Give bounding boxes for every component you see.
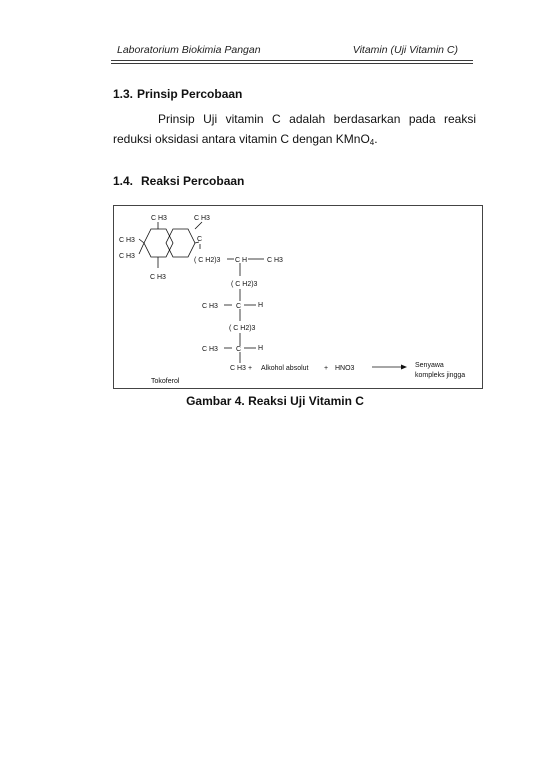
header-right-text: Vitamin (Uji Vitamin C) — [352, 44, 458, 56]
label-ch3: C H3 — [151, 215, 167, 222]
label-ch2-chain: ( C H2)3 — [194, 257, 221, 264]
reaction-arrow-head — [401, 365, 407, 370]
label-ch2-chain: ( C H2)3 — [229, 325, 256, 332]
label-reagent: HNO3 — [335, 365, 355, 372]
label-ch3: C H3 — [194, 215, 210, 222]
paragraph-text: reduksi oksidasi antara vitamin C dengan KMnO — [113, 132, 370, 146]
section-heading-1-3 — [113, 87, 242, 101]
label-ch: C H — [235, 257, 248, 264]
benzene-ring — [144, 229, 173, 257]
reaction-figure — [113, 205, 483, 389]
reaction-diagram — [114, 206, 482, 388]
label-compound-name: Tokoferol — [151, 378, 180, 385]
section-number: 1.4. — [113, 174, 134, 188]
header-left-text: Laboratorium Biokimia Pangan — [117, 44, 261, 56]
section-title: Reaksi Percobaan — [141, 174, 245, 188]
header-rule-thin — [111, 63, 473, 64]
label-ch3: C H3 — [150, 274, 166, 281]
subscript: 4 — [369, 138, 375, 147]
label-c: C — [197, 236, 203, 243]
section-heading-1-4 — [113, 174, 244, 188]
header-rule — [111, 60, 473, 61]
label-ch3: C H3 — [202, 303, 218, 310]
label-ch3: C H3 — [267, 257, 283, 264]
label-h: H — [258, 302, 264, 309]
label-reagent: Alkohol absolut — [261, 365, 309, 372]
label-c: C — [236, 303, 242, 310]
label-ch3: C H3 — [202, 346, 218, 353]
molecule-bonds — [139, 222, 404, 367]
label-plus: + — [248, 365, 253, 372]
label-ch2-chain: ( C H2)3 — [231, 281, 258, 288]
label-c: C — [236, 346, 242, 353]
section-title: Prinsip Percobaan — [137, 87, 243, 101]
section-number: 1.3. — [113, 87, 134, 101]
label-ch3: C H3 — [119, 253, 135, 260]
principle-paragraph — [113, 109, 476, 153]
paragraph-line-1: Prinsip Uji vitamin C adalah berdasarkan pada reaksi — [158, 112, 476, 126]
label-product: Senyawa — [415, 362, 444, 369]
figure-caption: Gambar 4. Reaksi Uji Vitamin C — [186, 394, 364, 408]
label-ch3: C H3 — [119, 237, 135, 244]
label-product: kompleks jingga — [415, 372, 466, 379]
paragraph-line-2 — [113, 129, 476, 153]
label-h: H — [258, 345, 264, 352]
label-ch3: C H3 — [230, 365, 246, 372]
label-plus: + — [324, 365, 329, 372]
pyran-ring — [166, 229, 195, 257]
paragraph-end: . — [374, 132, 378, 146]
